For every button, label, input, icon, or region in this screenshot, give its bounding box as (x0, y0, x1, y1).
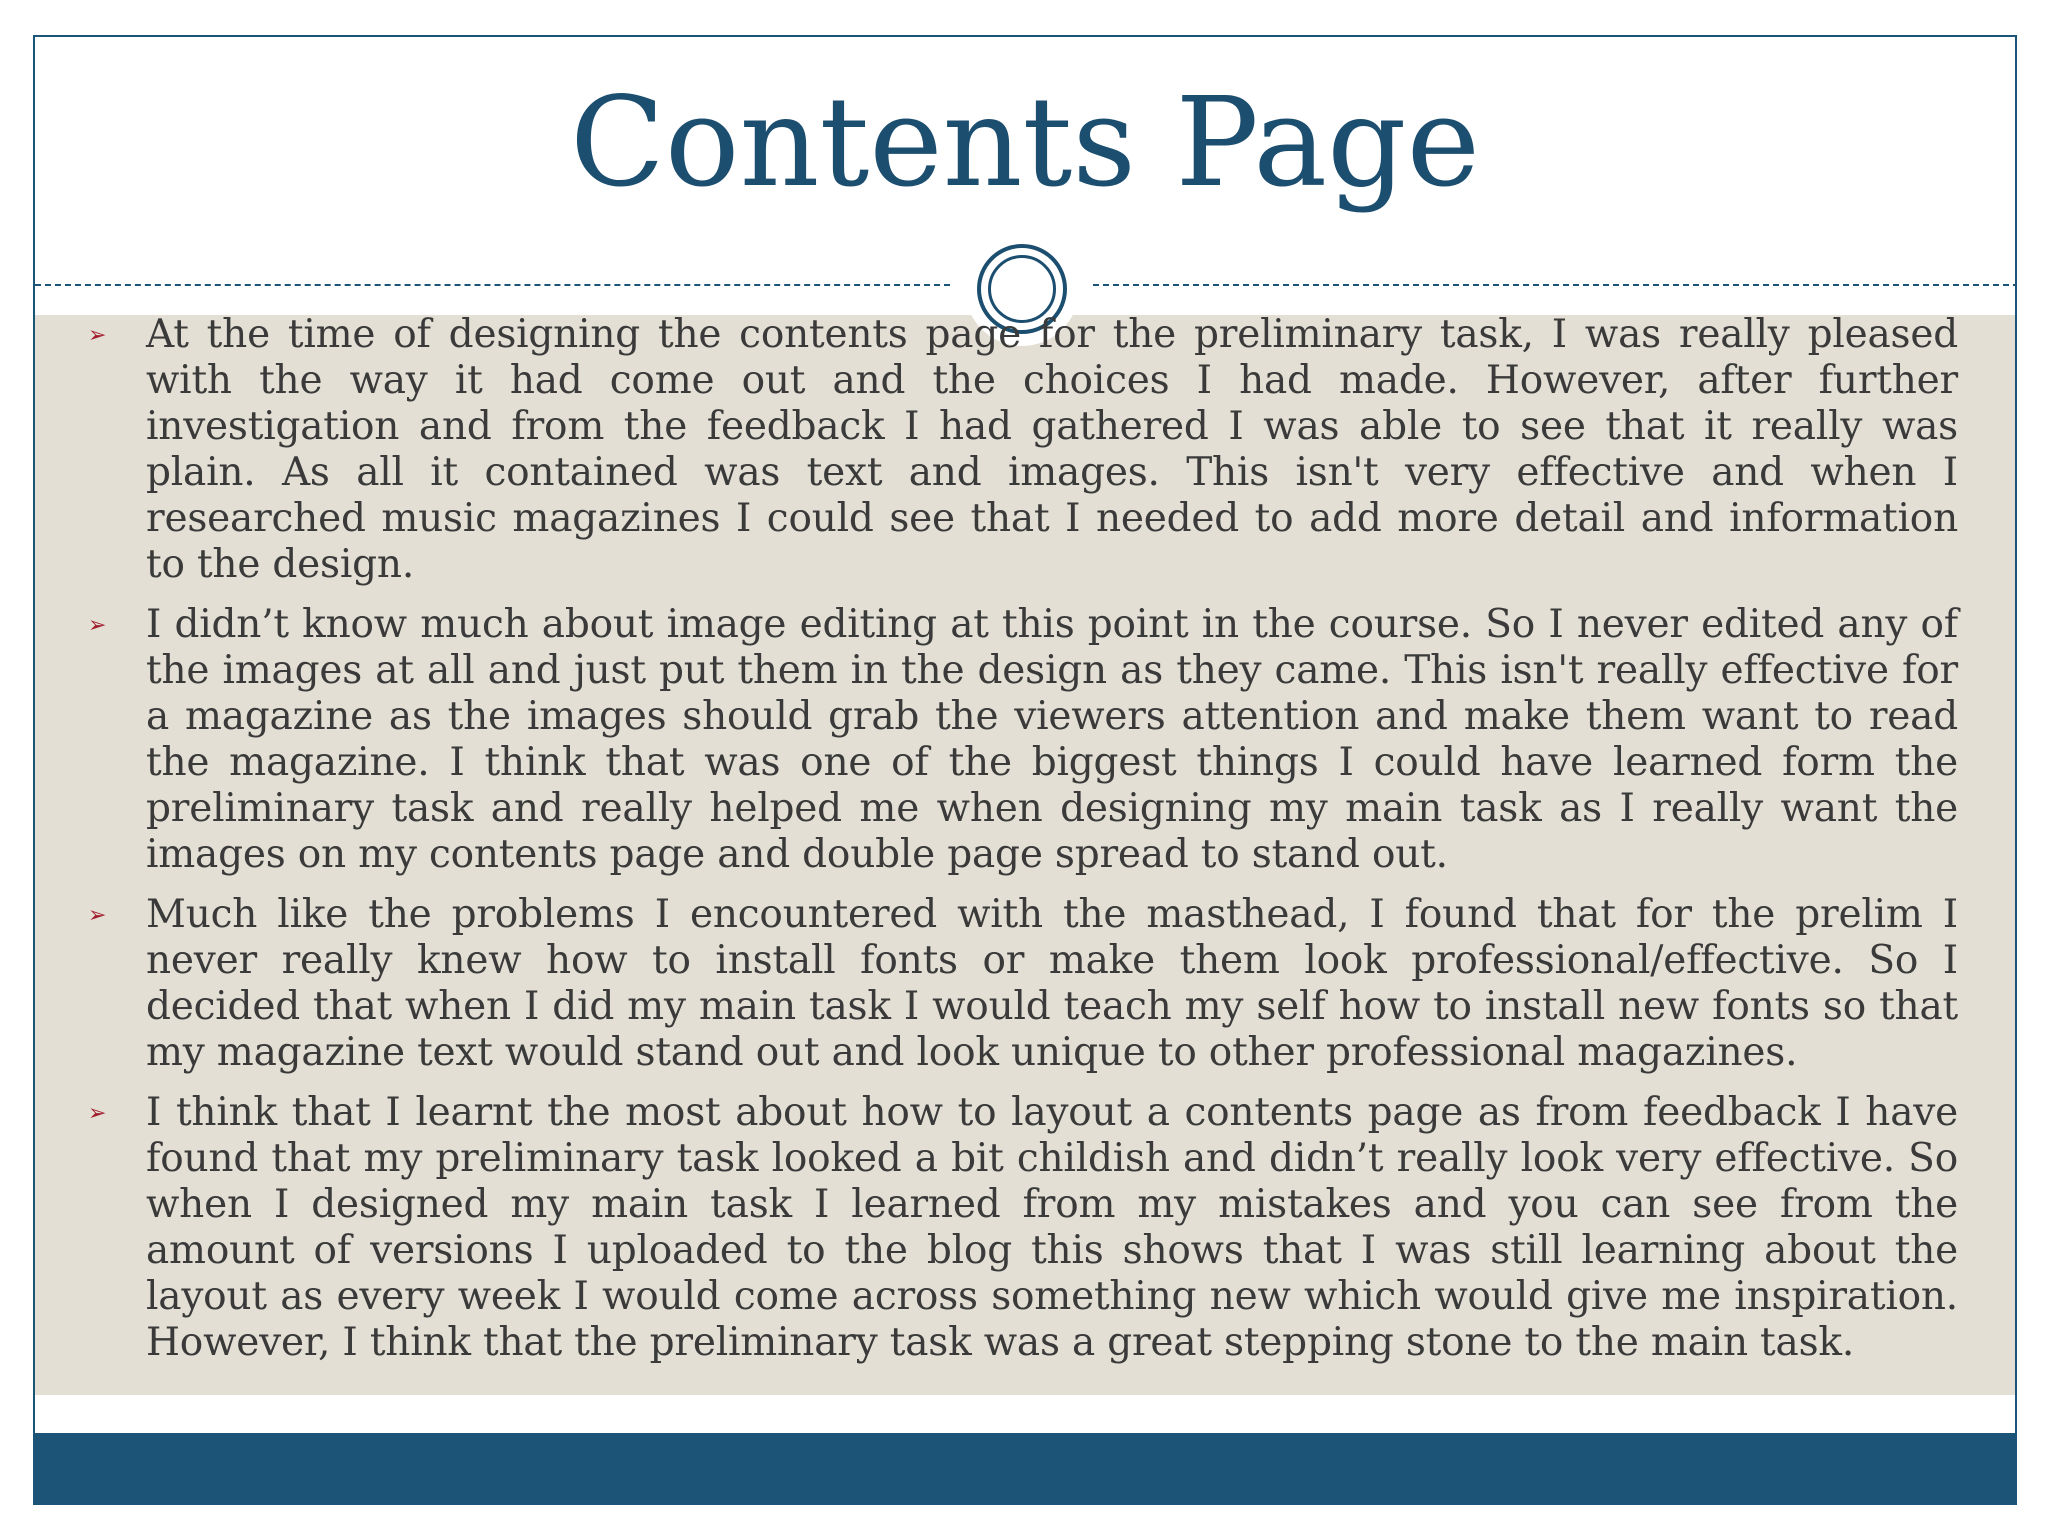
bullet-item (88, 602, 1958, 878)
arrowhead-bullet-icon: ➢ (88, 1101, 107, 1126)
bullet-text: Much like the problems I encountered with the masthead, I found that for the prelim I never really knew how to install fonts or make them look professional/effective. So I decided that when I did my main task I would teach my self how to install new fonts so that my magazine text would stand out and look unique to other professional magazines. (146, 892, 1958, 1075)
arrowhead-bullet-icon: ➢ (88, 323, 107, 348)
bullet-item (88, 312, 1958, 588)
bullet-item (88, 892, 1958, 1076)
dashed-divider-left (35, 284, 950, 286)
bullet-item (88, 1090, 1958, 1366)
footer-bar (35, 1433, 2015, 1505)
arrowhead-bullet-icon: ➢ (88, 613, 107, 638)
bullet-text: I think that I learnt the most about how to layout a contents page as from feedback I have found that my preliminary task looked a bit childish and didn’t really look very effective. So when I designed my main task I learned from my mistakes and you can see from the amount of versions I uploaded to the blog this shows that I was still learning about the layout as every week I would come across something new which would give me inspiration. However, I think that the preliminary task was a great stepping stone to the main task. (146, 1090, 1958, 1365)
arrowhead-bullet-icon: ➢ (88, 903, 107, 928)
slide-title: Contents Page (570, 71, 1480, 215)
bullet-text: At the time of designing the contents page for the preliminary task, I was really pleased with the way it had come out and the choices I had made. However, after further investigation and from the feedback I had gathered I was able to see that it really was plain. As all it contained was text and images. This isn't very effective and when I researched music magazines I could see that I needed to add more detail and information to the design. (146, 312, 1958, 587)
dashed-divider-right (1093, 284, 2017, 286)
bullet-text: I didn’t know much about image editing at this point in the course. So I never edited any of the images at all and just put them in the design as they came. This isn't really effective for a magazine as the images should grab the viewers attention and make them want to read the magazine. I think that was one of the biggest things I could have learned form the preliminary task and really helped me when designing my main task as I really want the images on my contents page and double page spread to stand out. (146, 602, 1958, 877)
bullet-list (88, 312, 1958, 1380)
